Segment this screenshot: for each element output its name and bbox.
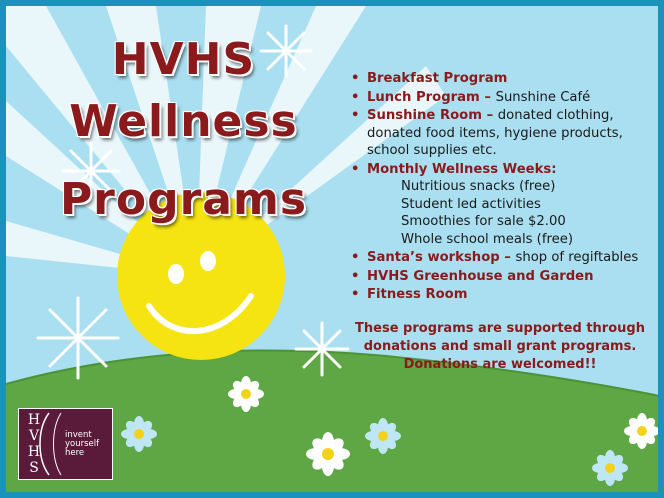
list-item-sunshine-room: • Sunshine Room – donated clothing, donated food items, hygiene products, school supplies etc. (349, 107, 664, 160)
list-item-breakfast (349, 70, 664, 88)
list-item-greenhouse (349, 268, 664, 286)
title-line-wellness: Wellness (69, 96, 298, 147)
title-line-programs: Programs (59, 174, 308, 225)
logo-tagline: invent yourself here (65, 430, 100, 458)
program-label: Lunch Program (367, 89, 480, 105)
support-note: These programs are supported through donations and small grant programs. Donations are welcomed!! (355, 321, 645, 372)
subitem: Smoothies for sale $2.00 (401, 214, 566, 229)
title-line-hvhs: HVHS (111, 34, 256, 85)
list-item-santas-workshop: • Santa’s workshop – shop of regiftables (349, 249, 664, 267)
sun-eye-left (168, 264, 184, 284)
list-item-wellness-weeks (349, 161, 664, 249)
program-label: Breakfast Program (367, 71, 508, 86)
program-label: HVHS Greenhouse and Garden (367, 268, 594, 284)
list-item-fitness-room (349, 286, 664, 304)
subitem: Whole school meals (free) (401, 231, 573, 247)
logo-letters: H V H S (27, 412, 41, 476)
program-label: Santa’s workshop (367, 250, 500, 265)
program-detail: donated clothing, donated food items, hygiene products, school supplies etc. (367, 108, 623, 158)
hvhs-logo (18, 408, 113, 480)
program-detail: shop of regiftables (515, 250, 639, 265)
subitem: Nutritious snacks (free) (401, 179, 556, 194)
program-label: Sunshine Room (367, 108, 482, 123)
program-detail: Sunshine Café (495, 89, 591, 105)
list-item-lunch: • Lunch Program – Sunshine Café (349, 89, 664, 107)
subitem: Student led activities (401, 196, 541, 212)
programs-list (349, 70, 664, 305)
program-label: Monthly Wellness Weeks: (367, 161, 557, 177)
sun-eye-right (200, 251, 216, 271)
program-label: Fitness Room (367, 287, 468, 302)
